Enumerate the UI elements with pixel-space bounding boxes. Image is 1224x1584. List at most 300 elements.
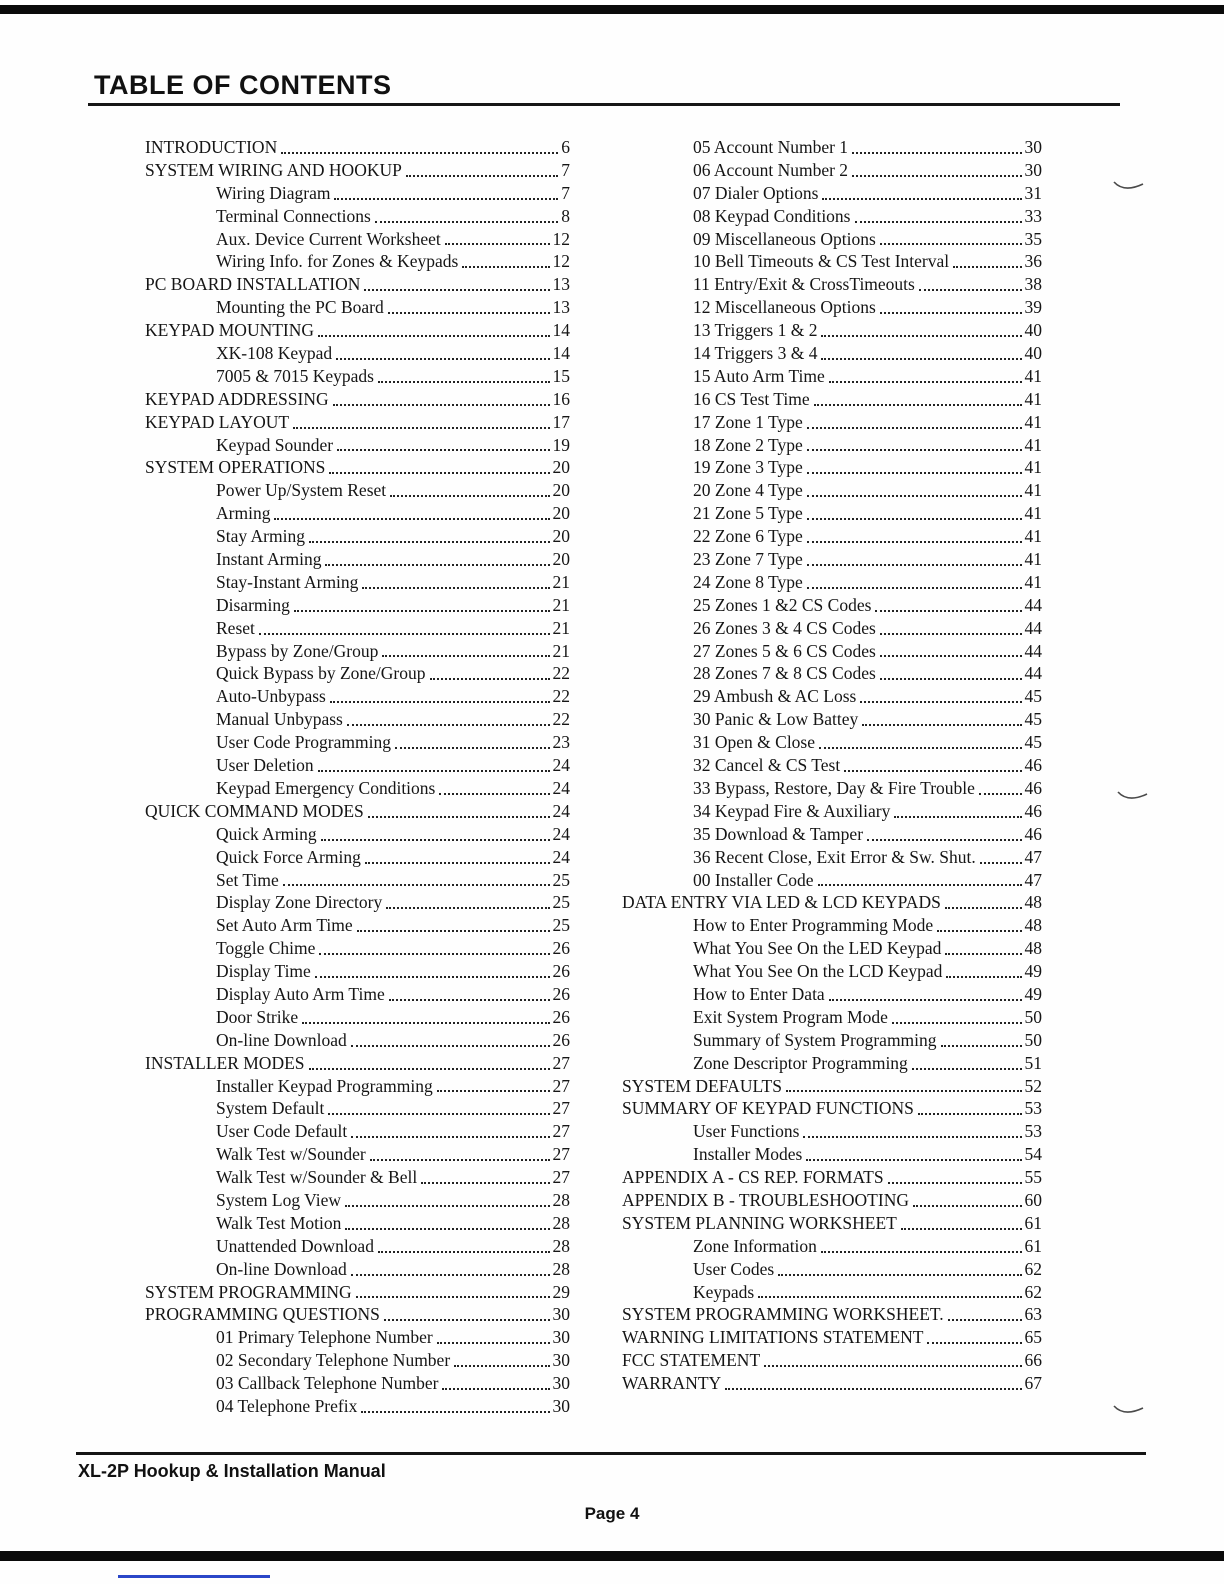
toc-entry-page: 27: [552, 1121, 570, 1142]
toc-entry: [145, 846, 570, 869]
toc-entry: [145, 891, 570, 914]
toc-entry-label: WARNING LIMITATIONS STATEMENT: [622, 1327, 924, 1348]
dot-leader: [852, 175, 1021, 177]
dot-leader: [880, 678, 1022, 680]
toc-entry: [622, 456, 1042, 479]
toc-entry-page: 8: [561, 205, 570, 226]
toc-entry-page: 55: [1024, 1167, 1042, 1188]
dot-leader: [351, 1136, 549, 1138]
dot-leader: [778, 1274, 1021, 1276]
toc-entry-page: 27: [552, 1075, 570, 1096]
toc-entry: [622, 754, 1042, 777]
toc-entry-page: 26: [552, 983, 570, 1004]
toc-entry: [145, 182, 570, 205]
toc-entry-page: 47: [1024, 846, 1042, 867]
toc-entry: [622, 411, 1042, 434]
toc-entry-label: Bypass by Zone/Group: [216, 640, 379, 661]
page-title: TABLE OF CONTENTS: [94, 70, 392, 100]
dot-leader: [351, 1274, 550, 1276]
toc-entry: [622, 1303, 1042, 1326]
toc-entry-page: 22: [552, 663, 570, 684]
toc-entry: [622, 1143, 1042, 1166]
toc-entry-page: 41: [1024, 526, 1042, 547]
dot-leader: [806, 1159, 1021, 1161]
toc-entry-page: 41: [1024, 457, 1042, 478]
dot-leader: [384, 1319, 550, 1321]
toc-entry-label: 14 Triggers 3 & 4: [693, 343, 818, 364]
toc-entry-page: 21: [552, 594, 570, 615]
toc-entry: [145, 1097, 570, 1120]
toc-entry-label: User Codes: [693, 1258, 775, 1279]
toc-entry-page: 21: [552, 571, 570, 592]
dot-leader: [892, 1022, 1022, 1024]
toc-entry-label: Door Strike: [216, 1006, 299, 1027]
toc-entry-label: Stay Arming: [216, 526, 305, 547]
toc-entry-page: 54: [1024, 1144, 1042, 1165]
toc-entry-label: SUMMARY OF KEYPAD FUNCTIONS: [622, 1098, 914, 1119]
dot-leader: [378, 381, 550, 383]
toc-entry: [622, 525, 1042, 548]
toc-entry-page: 30: [1024, 159, 1042, 180]
toc-entry: [145, 1143, 570, 1166]
dot-leader: [945, 907, 1022, 909]
dot-leader: [382, 655, 549, 657]
toc-entry-label: Walk Test w/Sounder: [216, 1144, 366, 1165]
bottom-border-bar: [0, 1551, 1224, 1561]
toc-entry-page: 50: [1024, 1006, 1042, 1027]
toc-entry: [145, 1258, 570, 1281]
dot-leader: [293, 427, 549, 429]
toc-entry-label: Keypad Sounder: [216, 434, 334, 455]
toc-entry: [622, 1097, 1042, 1120]
toc-entry-label: FCC STATEMENT: [622, 1350, 761, 1371]
toc-entry-label: 11 Entry/Exit & CrossTimeouts: [693, 274, 915, 295]
toc-entry: [622, 800, 1042, 823]
dot-leader: [913, 1205, 1022, 1207]
title-underline: [88, 103, 1120, 106]
toc-entry-label: Unattended Download: [216, 1235, 374, 1256]
toc-entry-page: 41: [1024, 549, 1042, 570]
dot-leader: [315, 976, 550, 978]
toc-entry: [145, 365, 570, 388]
toc-entry-label: 34 Keypad Fire & Auxiliary: [693, 800, 891, 821]
dot-leader: [945, 953, 1021, 955]
toc-entry-label: 35 Download & Tamper: [693, 823, 864, 844]
toc-entry-page: 46: [1024, 800, 1042, 821]
dot-leader: [462, 266, 549, 268]
toc-entry-page: 46: [1024, 755, 1042, 776]
toc-entry-label: 21 Zone 5 Type: [693, 503, 803, 524]
toc-entry-label: Instant Arming: [216, 549, 322, 570]
dot-leader: [894, 816, 1021, 818]
toc-entry-label: Quick Arming: [216, 823, 317, 844]
toc-entry-label: Wiring Info. for Zones & Keypads: [216, 251, 459, 272]
toc-entry-label: 17 Zone 1 Type: [693, 411, 803, 432]
toc-entry-label: Disarming: [216, 594, 290, 615]
toc-entry-page: 46: [1024, 777, 1042, 798]
toc-entry-page: 25: [552, 869, 570, 890]
dot-leader: [941, 1045, 1022, 1047]
toc-entry-page: 61: [1024, 1235, 1042, 1256]
toc-entry-page: 24: [552, 755, 570, 776]
toc-entry: [622, 388, 1042, 411]
dot-leader: [334, 198, 558, 200]
dot-leader: [378, 1251, 550, 1253]
toc-entry: [145, 571, 570, 594]
toc-entry: [622, 273, 1042, 296]
toc-entry: [622, 617, 1042, 640]
dot-leader: [259, 633, 550, 635]
toc-entry-page: 62: [1024, 1258, 1042, 1279]
table-of-contents: [145, 136, 1042, 1418]
toc-entry-label: APPENDIX A - CS REP. FORMATS: [622, 1167, 884, 1188]
dot-leader: [345, 1228, 549, 1230]
toc-entry-page: 48: [1024, 915, 1042, 936]
toc-entry-label: Display Time: [216, 961, 311, 982]
scan-artifact-icon: [1112, 1402, 1146, 1423]
dot-leader: [389, 999, 550, 1001]
toc-entry-page: 66: [1024, 1350, 1042, 1371]
dot-leader: [860, 701, 1021, 703]
dot-leader: [388, 312, 550, 314]
toc-entry-page: 26: [552, 1029, 570, 1050]
toc-entry-label: 24 Zone 8 Type: [693, 571, 803, 592]
toc-entry: [622, 708, 1042, 731]
toc-entry: [145, 1235, 570, 1258]
dot-leader: [803, 1136, 1021, 1138]
toc-entry: [622, 1075, 1042, 1098]
toc-entry-label: How to Enter Programming Mode: [693, 915, 934, 936]
toc-column-left: [145, 136, 570, 1418]
toc-entry-label: 15 Auto Arm Time: [693, 365, 825, 386]
toc-entry: [145, 228, 570, 251]
toc-entry-page: 44: [1024, 663, 1042, 684]
toc-entry: [145, 1166, 570, 1189]
dot-leader: [946, 976, 1021, 978]
toc-entry: [145, 617, 570, 640]
toc-entry: [145, 1326, 570, 1349]
dot-leader: [880, 243, 1022, 245]
toc-entry-page: 44: [1024, 640, 1042, 661]
toc-entry-page: 22: [552, 709, 570, 730]
dot-leader: [337, 449, 549, 451]
toc-entry: [622, 1349, 1042, 1372]
toc-entry: [145, 869, 570, 892]
toc-entry: [145, 685, 570, 708]
toc-entry-page: 14: [552, 343, 570, 364]
dot-leader: [919, 289, 1022, 291]
toc-entry-label: WARRANTY: [622, 1373, 722, 1394]
toc-entry-page: 12: [552, 228, 570, 249]
dot-leader: [333, 404, 550, 406]
toc-entry-page: 22: [552, 686, 570, 707]
toc-entry-page: 41: [1024, 434, 1042, 455]
toc-entry: [145, 388, 570, 411]
toc-entry-page: 30: [552, 1304, 570, 1325]
toc-entry: [145, 777, 570, 800]
toc-entry-label: Display Auto Arm Time: [216, 983, 385, 1004]
dot-leader: [345, 1205, 549, 1207]
toc-entry-label: 19 Zone 3 Type: [693, 457, 803, 478]
footer-rule: [76, 1452, 1146, 1455]
toc-entry: [622, 434, 1042, 457]
toc-entry-label: Arming: [216, 503, 271, 524]
dot-leader: [351, 1045, 550, 1047]
dot-leader: [430, 678, 550, 680]
toc-entry-label: KEYPAD LAYOUT: [145, 411, 290, 432]
toc-entry: [145, 731, 570, 754]
dot-leader: [818, 884, 1022, 886]
toc-entry-page: 14: [552, 320, 570, 341]
dot-leader: [980, 862, 1022, 864]
toc-entry-page: 21: [552, 640, 570, 661]
dot-leader: [319, 953, 549, 955]
toc-entry: [145, 1006, 570, 1029]
toc-entry-label: Toggle Chime: [216, 938, 316, 959]
toc-entry: [622, 1372, 1042, 1395]
toc-entry-label: Terminal Connections: [216, 205, 371, 226]
toc-entry: [622, 1212, 1042, 1235]
dot-leader: [875, 610, 1021, 612]
toc-entry-label: 08 Keypad Conditions: [693, 205, 851, 226]
dot-leader: [361, 1411, 549, 1413]
dot-leader: [328, 1113, 549, 1115]
dot-leader: [953, 266, 1021, 268]
toc-entry: [145, 640, 570, 663]
dot-leader: [821, 335, 1021, 337]
toc-entry: [622, 571, 1042, 594]
dot-leader: [283, 884, 550, 886]
toc-entry-page: 31: [1024, 182, 1042, 203]
toc-entry-page: 29: [552, 1281, 570, 1302]
toc-entry: [622, 662, 1042, 685]
dot-leader: [862, 724, 1021, 726]
dot-leader: [821, 358, 1021, 360]
dot-leader: [819, 747, 1021, 749]
dot-leader: [807, 587, 1022, 589]
dot-leader: [829, 999, 1022, 1001]
dot-leader: [844, 770, 1021, 772]
toc-entry: [622, 594, 1042, 617]
toc-entry: [145, 1075, 570, 1098]
dot-leader: [309, 541, 550, 543]
footer-page-number: Page 4: [584, 1504, 640, 1523]
toc-entry-page: 48: [1024, 892, 1042, 913]
toc-entry-page: 26: [552, 938, 570, 959]
toc-entry: [622, 159, 1042, 182]
toc-entry: [622, 960, 1042, 983]
toc-entry-label: 7005 & 7015 Keypads: [216, 365, 374, 386]
toc-entry-label: How to Enter Data: [693, 983, 825, 1004]
dot-leader: [937, 930, 1021, 932]
toc-entry-label: What You See On the LED Keypad: [693, 938, 942, 959]
toc-entry-page: 41: [1024, 388, 1042, 409]
toc-entry: [145, 594, 570, 617]
toc-entry-label: Keypad Emergency Conditions: [216, 777, 436, 798]
dot-leader: [807, 564, 1022, 566]
toc-entry-page: 28: [552, 1235, 570, 1256]
toc-entry-label: 06 Account Number 2: [693, 159, 849, 180]
dot-leader: [437, 1342, 550, 1344]
toc-entry: [145, 502, 570, 525]
toc-entry-label: 27 Zones 5 & 6 CS Codes: [693, 640, 876, 661]
dot-leader: [318, 335, 549, 337]
toc-entry-label: Set Time: [216, 869, 279, 890]
dot-leader: [442, 1388, 549, 1390]
toc-entry-label: Zone Descriptor Programming: [693, 1052, 908, 1073]
dot-leader: [309, 1068, 550, 1070]
toc-entry-label: Power Up/System Reset: [216, 480, 387, 501]
toc-entry: [622, 136, 1042, 159]
dot-leader: [901, 1228, 1022, 1230]
toc-entry: [145, 1281, 570, 1304]
toc-entry-label: Reset: [216, 617, 255, 638]
dot-leader: [855, 221, 1022, 223]
toc-entry-page: 30: [552, 1327, 570, 1348]
toc-entry-label: Zone Information: [693, 1235, 817, 1256]
toc-entry-label: 12 Miscellaneous Options: [693, 297, 876, 318]
toc-entry-label: Wiring Diagram: [216, 182, 331, 203]
toc-entry-page: 19: [552, 434, 570, 455]
dot-leader: [948, 1319, 1022, 1321]
toc-entry: [622, 250, 1042, 273]
toc-entry-label: Exit System Program Mode: [693, 1006, 888, 1027]
dot-leader: [329, 472, 549, 474]
dot-leader: [814, 404, 1022, 406]
toc-entry-label: 32 Cancel & CS Test: [693, 755, 841, 776]
top-border-bar: [0, 5, 1224, 14]
dot-leader: [364, 289, 549, 291]
bottom-accent-line: [118, 1575, 270, 1578]
dot-leader: [357, 930, 550, 932]
toc-entry: [145, 1303, 570, 1326]
dot-leader: [395, 747, 550, 749]
toc-entry-page: 28: [552, 1189, 570, 1210]
toc-entry-label: SYSTEM DEFAULTS: [622, 1075, 782, 1096]
toc-entry: [145, 273, 570, 296]
toc-entry: [622, 846, 1042, 869]
scan-artifact-icon: [1116, 788, 1150, 809]
toc-entry-label: 01 Primary Telephone Number: [216, 1327, 433, 1348]
toc-entry-label: 36 Recent Close, Exit Error & Sw. Shut.: [693, 846, 976, 867]
toc-entry: [145, 434, 570, 457]
toc-entry-label: DATA ENTRY VIA LED & LCD KEYPADS: [622, 892, 941, 913]
toc-entry: [145, 960, 570, 983]
toc-entry-page: 30: [552, 1395, 570, 1416]
dot-leader: [318, 770, 550, 772]
toc-entry-label: INSTALLER MODES: [145, 1052, 305, 1073]
toc-entry-page: 26: [552, 1006, 570, 1027]
toc-entry-page: 20: [552, 549, 570, 570]
toc-entry-page: 7: [561, 182, 570, 203]
toc-entry-page: 20: [552, 457, 570, 478]
dot-leader: [274, 518, 549, 520]
toc-entry-label: 26 Zones 3 & 4 CS Codes: [693, 617, 876, 638]
toc-entry-page: 20: [552, 526, 570, 547]
toc-entry: [622, 777, 1042, 800]
toc-entry-label: 07 Dialer Options: [693, 182, 819, 203]
toc-entry-page: 45: [1024, 709, 1042, 730]
toc-entry-page: 41: [1024, 480, 1042, 501]
dot-leader: [330, 701, 550, 703]
dot-leader: [294, 610, 550, 612]
toc-entry: [622, 365, 1042, 388]
toc-entry-page: 49: [1024, 983, 1042, 1004]
toc-entry-page: 40: [1024, 320, 1042, 341]
toc-entry-page: 24: [552, 846, 570, 867]
toc-entry-label: 18 Zone 2 Type: [693, 434, 803, 455]
toc-entry: [145, 1189, 570, 1212]
toc-entry: [622, 1189, 1042, 1212]
toc-entry: [145, 205, 570, 228]
toc-entry-page: 41: [1024, 365, 1042, 386]
toc-entry: [622, 319, 1042, 342]
toc-entry-label: 16 CS Test Time: [693, 388, 810, 409]
toc-entry-label: 20 Zone 4 Type: [693, 480, 803, 501]
toc-entry: [145, 1120, 570, 1143]
toc-entry-page: 51: [1024, 1052, 1042, 1073]
toc-entry: [622, 1029, 1042, 1052]
dot-leader: [758, 1296, 1021, 1298]
toc-entry-label: KEYPAD MOUNTING: [145, 320, 315, 341]
toc-entry-label: System Log View: [216, 1189, 342, 1210]
toc-entry-label: 33 Bypass, Restore, Day & Fire Trouble: [693, 777, 975, 798]
toc-entry-label: QUICK COMMAND MODES: [145, 800, 364, 821]
toc-entry-page: 17: [552, 411, 570, 432]
toc-entry-label: Stay-Instant Arming: [216, 571, 359, 592]
toc-entry: [622, 479, 1042, 502]
toc-entry-page: 27: [552, 1144, 570, 1165]
toc-entry-label: User Functions: [693, 1121, 800, 1142]
toc-entry-page: 24: [552, 800, 570, 821]
toc-entry-page: 47: [1024, 869, 1042, 890]
toc-entry-page: 25: [552, 915, 570, 936]
toc-entry: [145, 937, 570, 960]
toc-entry-page: 41: [1024, 571, 1042, 592]
toc-entry-label: Quick Bypass by Zone/Group: [216, 663, 426, 684]
toc-entry-label: 00 Installer Code: [693, 869, 814, 890]
toc-entry: [145, 548, 570, 571]
toc-entry-label: 31 Open & Close: [693, 732, 816, 753]
toc-entry: [145, 1349, 570, 1372]
toc-column-right: [622, 136, 1042, 1418]
dot-leader: [807, 495, 1022, 497]
dot-leader: [880, 633, 1022, 635]
toc-entry-label: Walk Test Motion: [216, 1212, 342, 1233]
toc-entry-page: 46: [1024, 823, 1042, 844]
toc-entry: [145, 456, 570, 479]
toc-entry-label: Keypads: [693, 1281, 755, 1302]
dot-leader: [390, 495, 549, 497]
toc-entry-label: KEYPAD ADDRESSING: [145, 388, 329, 409]
toc-entry-label: 13 Triggers 1 & 2: [693, 320, 818, 341]
toc-entry: [145, 319, 570, 342]
toc-entry: [622, 205, 1042, 228]
dot-leader: [888, 1182, 1022, 1184]
toc-entry: [145, 1372, 570, 1395]
toc-entry-page: 60: [1024, 1189, 1042, 1210]
toc-entry-page: 26: [552, 961, 570, 982]
toc-entry: [145, 1395, 570, 1418]
dot-leader: [912, 1068, 1022, 1070]
toc-entry: [622, 1120, 1042, 1143]
toc-entry-label: Installer Keypad Programming: [216, 1075, 433, 1096]
toc-entry-label: User Code Default: [216, 1121, 348, 1142]
toc-entry-label: Auto-Unbypass: [216, 686, 326, 707]
toc-entry: [622, 731, 1042, 754]
toc-entry-label: APPENDIX B - TROUBLESHOOTING: [622, 1189, 909, 1210]
toc-entry-page: 61: [1024, 1212, 1042, 1233]
